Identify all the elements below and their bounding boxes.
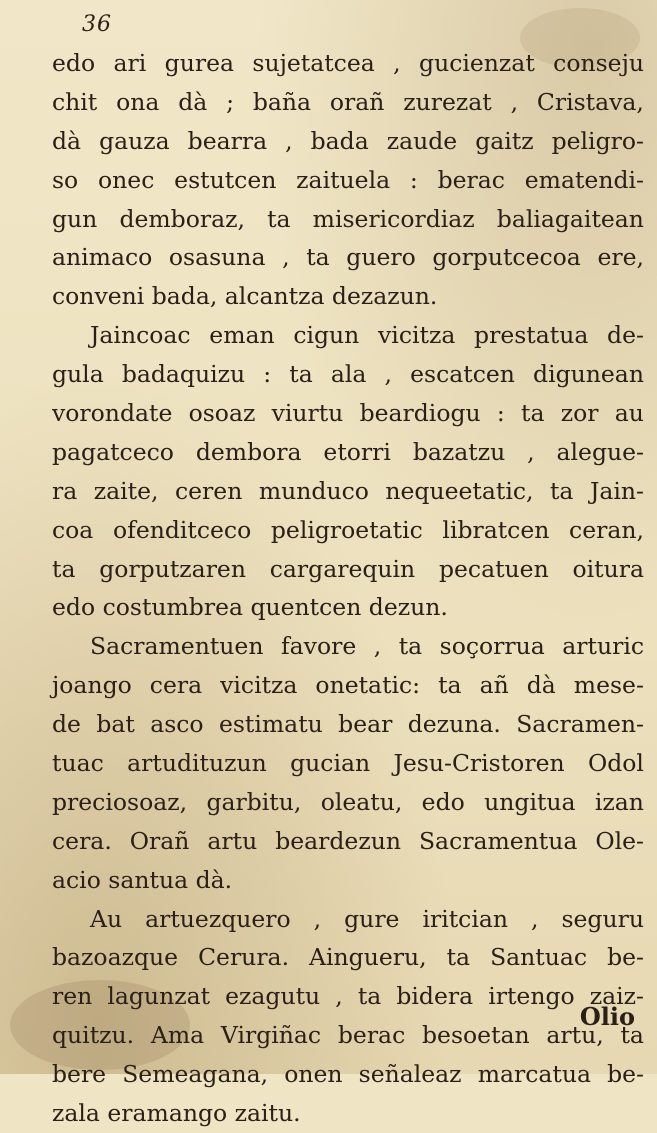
word: chit <box>52 87 98 116</box>
word: Ole- <box>595 826 644 855</box>
word: ematendi- <box>524 165 644 194</box>
word: irtengo <box>488 982 575 1011</box>
word: gaitz <box>475 126 534 155</box>
word: alegue- <box>556 437 644 466</box>
word: artu, <box>546 1021 604 1050</box>
word: libratcen <box>442 515 550 544</box>
word: osasuna <box>168 243 266 272</box>
word: Cristava, <box>536 87 644 116</box>
word: ta <box>521 399 545 428</box>
text-line <box>52 783 644 822</box>
word: guero <box>346 243 416 272</box>
word: orañ <box>329 87 385 116</box>
word: : <box>409 165 418 194</box>
word: vicitza <box>220 671 298 700</box>
text-line <box>52 122 644 161</box>
text-line <box>52 433 644 472</box>
word: baliagaitean <box>496 204 644 233</box>
text-line <box>52 900 644 939</box>
word: besoetan <box>422 1021 530 1050</box>
word: añ <box>479 671 509 700</box>
word: mese- <box>573 671 644 700</box>
word: , <box>285 126 293 155</box>
word: conseju <box>553 49 644 77</box>
text-line <box>52 1055 644 1094</box>
word: quitzu. <box>52 1021 135 1050</box>
word: osoaz <box>188 399 256 428</box>
word: , <box>335 982 343 1011</box>
word: ren <box>52 982 93 1011</box>
word: ta <box>549 476 574 505</box>
word: gucienzat <box>419 49 535 77</box>
word: dà <box>178 87 208 116</box>
word: gauza <box>99 126 170 155</box>
word: etorri <box>323 437 391 466</box>
word: ceren <box>174 476 243 505</box>
text-line <box>52 44 644 83</box>
word: viurtu <box>271 399 344 428</box>
word: eman <box>209 321 275 350</box>
word: Santuac <box>490 943 588 972</box>
word: tuac <box>52 749 104 778</box>
word: artu <box>207 826 258 855</box>
word: ra <box>52 476 78 505</box>
line-text: conveni bada, alcantza dezazun. <box>52 282 438 311</box>
word: ceran, <box>569 515 644 544</box>
word: beardezun <box>275 826 401 855</box>
word: joango <box>52 671 132 700</box>
word: pagatceco <box>52 437 174 466</box>
word: Jesu-Cristoren <box>393 749 565 778</box>
text-line <box>52 977 644 1016</box>
word: baña <box>252 87 312 116</box>
word: peligroetatic <box>270 515 423 544</box>
body-text <box>52 44 644 1133</box>
word: bat <box>96 710 135 739</box>
word: bearra <box>187 126 268 155</box>
word: ona <box>116 87 160 116</box>
word: dà <box>526 671 556 700</box>
word: , <box>384 360 393 389</box>
word: ta <box>446 943 471 972</box>
word: onen <box>284 1060 343 1089</box>
word: artuezquero <box>145 904 291 933</box>
word: au <box>614 399 644 428</box>
word: : <box>496 399 505 428</box>
text-line <box>52 938 644 977</box>
word: cera <box>149 671 203 700</box>
text-line <box>52 238 644 277</box>
word: prestatua <box>474 321 589 350</box>
word: bazatzu <box>412 437 506 466</box>
word: ta <box>357 982 382 1011</box>
word: badaquizu <box>121 360 246 389</box>
word: Virgiñac <box>220 1021 322 1050</box>
text-line <box>52 161 644 200</box>
word: ta <box>620 1021 644 1050</box>
word: so <box>52 165 79 194</box>
text-line <box>52 200 644 239</box>
word: beardiogu <box>359 399 481 428</box>
word: ta <box>52 554 76 583</box>
word: ta <box>289 360 313 389</box>
word: zaude <box>386 126 458 155</box>
word: garbitu, <box>206 787 302 816</box>
word: Orañ <box>129 826 190 855</box>
word: Odol <box>587 749 644 778</box>
text-line <box>52 511 644 550</box>
word: vicitza <box>378 321 456 350</box>
word: ofenditceco <box>112 515 252 544</box>
text-line <box>52 705 644 744</box>
word: ta <box>398 632 423 661</box>
word: berac <box>437 165 505 194</box>
word: arturic <box>562 632 644 661</box>
text-line <box>52 472 644 511</box>
word: gure <box>344 904 400 933</box>
word: digunean <box>533 360 644 389</box>
word: , <box>510 87 519 116</box>
word: , <box>527 437 535 466</box>
word: Sacramentuen <box>90 632 264 661</box>
word: ta <box>267 204 291 233</box>
word: misericordiaz <box>312 204 475 233</box>
word: animaco <box>52 243 153 272</box>
text-line <box>52 394 644 433</box>
word: berac <box>337 1021 406 1050</box>
word: ; <box>226 87 235 116</box>
word: artudituzun <box>127 749 267 778</box>
word: gun <box>52 204 98 233</box>
word: Sacramen- <box>516 710 644 739</box>
word: ala <box>330 360 367 389</box>
word: lagunzat <box>107 982 211 1011</box>
text-line <box>52 588 644 627</box>
word: edo <box>52 49 96 77</box>
word: iritcian <box>422 904 508 933</box>
word: favore <box>280 632 357 661</box>
word: cargarequin <box>269 554 416 583</box>
word: bada <box>310 126 369 155</box>
word: , <box>393 49 401 77</box>
word: zurezat <box>403 87 492 116</box>
word: ere, <box>597 243 644 272</box>
word: , <box>313 904 322 933</box>
word: de <box>52 710 81 739</box>
word: cigun <box>293 321 360 350</box>
word: gorputzaren <box>99 554 246 583</box>
word: marcatua <box>477 1060 591 1089</box>
text-line <box>52 627 644 666</box>
word: ta <box>438 671 462 700</box>
line-text: zala eramango zaitu. <box>52 1099 301 1128</box>
word: ezagutu <box>225 982 321 1011</box>
catchword: Olio <box>579 1002 635 1031</box>
word: bere <box>52 1060 107 1089</box>
word: ungitua <box>484 787 576 816</box>
word: escatcen <box>410 360 515 389</box>
line-text: acio santua dà. <box>52 865 233 894</box>
word: Ainguеru, <box>309 943 427 972</box>
text-line <box>52 1016 644 1055</box>
word: gorputcecoa <box>432 243 581 272</box>
text-line <box>52 316 644 355</box>
word: Au <box>90 904 123 933</box>
word: vorondate <box>52 399 173 428</box>
page-number: 36 <box>82 12 112 37</box>
text-line <box>52 861 644 900</box>
text-line <box>52 666 644 705</box>
word: preciosoaz, <box>52 787 188 816</box>
word: peligro- <box>551 126 644 155</box>
word: zaituela <box>296 165 391 194</box>
text-line <box>52 1094 644 1133</box>
word: de- <box>607 321 644 350</box>
word: asco <box>150 710 204 739</box>
word: cera. <box>52 826 112 855</box>
word: : <box>263 360 272 389</box>
word: bidera <box>396 982 474 1011</box>
word: ta <box>306 243 330 272</box>
word: be- <box>607 1060 644 1089</box>
word: bazoazque <box>52 943 179 972</box>
word: , <box>282 243 290 272</box>
word: onec <box>98 165 155 194</box>
word: be- <box>607 943 644 972</box>
word: munduco <box>258 476 369 505</box>
word: Ama <box>150 1021 205 1050</box>
text-line <box>52 83 644 122</box>
word: seguru <box>561 904 644 933</box>
word: zor <box>560 399 599 428</box>
word: nequeetatic, <box>385 476 534 505</box>
word: Jain- <box>589 476 644 505</box>
word: pecatuen <box>438 554 549 583</box>
word: oleatu, <box>320 787 403 816</box>
text-line <box>52 822 644 861</box>
word: gula <box>52 360 104 389</box>
word: coa <box>52 515 94 544</box>
word: izan <box>594 787 644 816</box>
word: soçorrua <box>439 632 545 661</box>
text-line <box>52 277 644 316</box>
word: gucian <box>290 749 371 778</box>
line-text: edo costumbrea quentcen dezun. <box>52 593 448 622</box>
word: estutcen <box>174 165 277 194</box>
word: Cerura. <box>198 943 290 972</box>
word: señaleaz <box>358 1060 462 1089</box>
word: Jaincoac <box>90 321 191 350</box>
word: dà <box>52 126 82 155</box>
word: edo <box>421 787 465 816</box>
word: onetatic: <box>315 671 421 700</box>
word: sujetatcea <box>252 49 375 77</box>
word: dezuna. <box>407 710 501 739</box>
word: estimatu <box>218 710 323 739</box>
word: dembora <box>195 437 302 466</box>
word: Sacramentua <box>418 826 578 855</box>
word: zaite, <box>93 476 159 505</box>
word: zaiz- <box>589 982 644 1011</box>
word: , <box>373 632 382 661</box>
word: ari <box>113 49 147 77</box>
word: Semeagana, <box>122 1060 269 1089</box>
word: , <box>530 904 539 933</box>
text-line <box>52 744 644 783</box>
word: demboraz, <box>119 204 245 233</box>
word: oitura <box>572 554 644 583</box>
text-line <box>52 550 644 589</box>
word: bear <box>338 710 393 739</box>
word: gurea <box>164 49 234 77</box>
text-line <box>52 355 644 394</box>
